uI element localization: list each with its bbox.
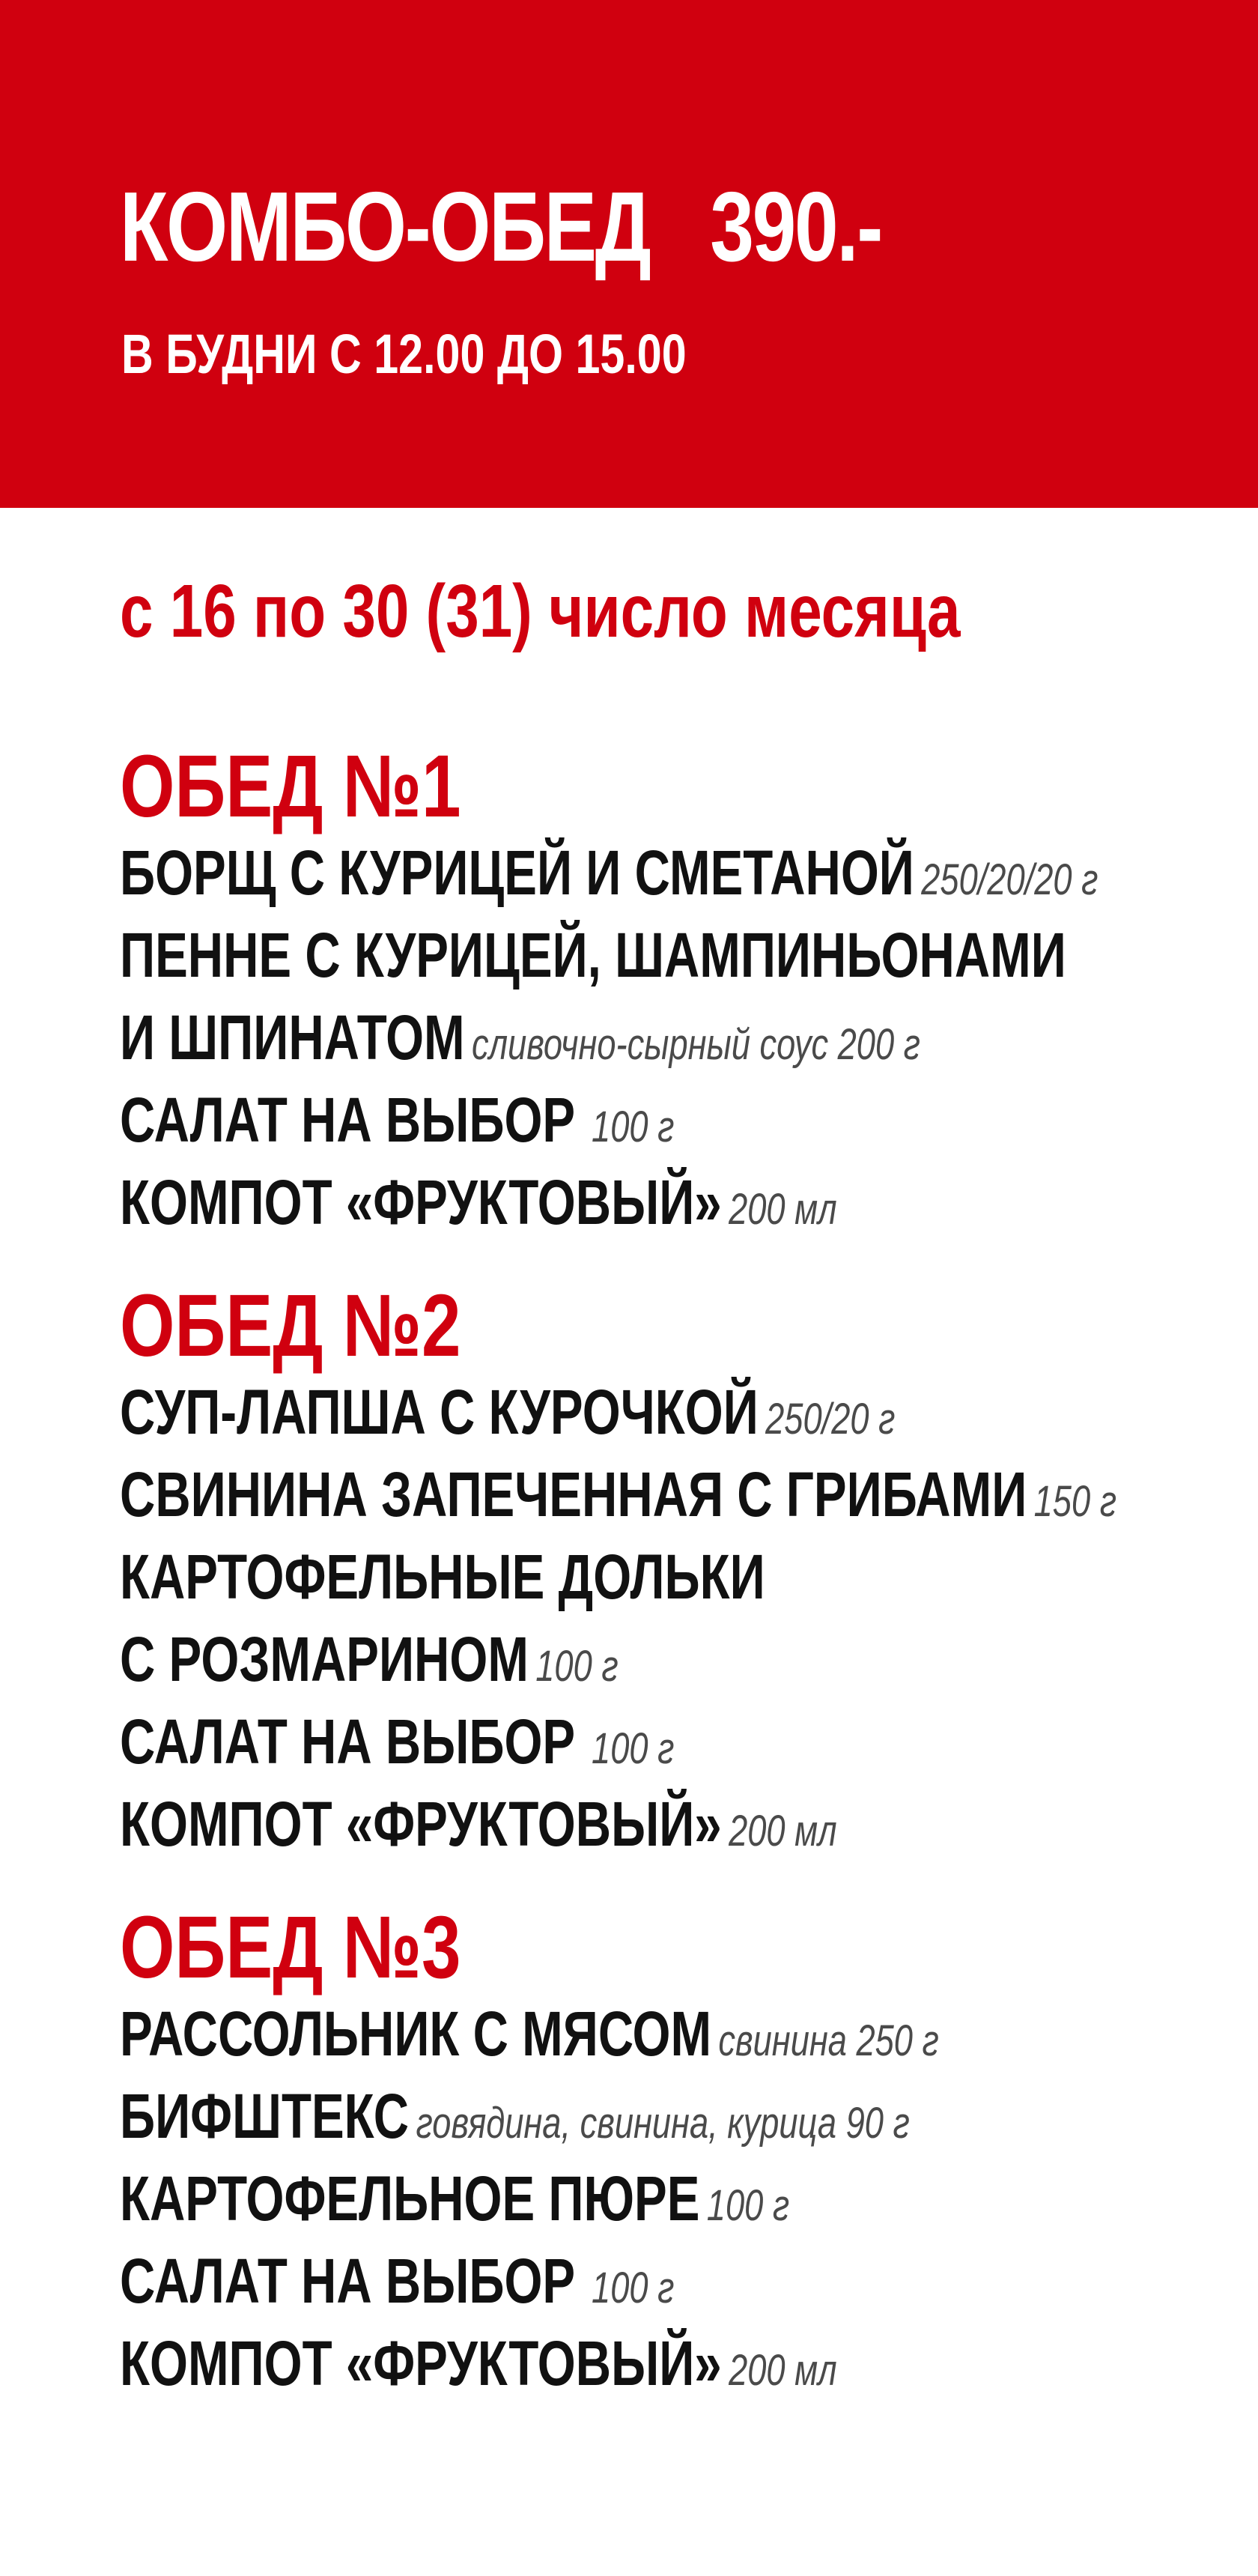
page-title: КОМБО-ОБЕД 390.- [120,172,881,282]
menu-item [120,1700,938,1783]
dish-name: БОРЩ С КУРИЦЕЙ И СМЕТАНОЙ [120,837,914,908]
dish-name: КОМПОТ «ФРУКТОВЫЙ» [120,2328,722,2398]
dish-name: КОМПОТ «ФРУКТОВЫЙ» [120,1167,722,1237]
dish-portion: 250/20 г [765,1395,896,1443]
lunch-section-3 [120,1898,1168,2404]
menu-item [120,1783,938,1865]
menu-item [120,1453,1117,1536]
dish-portion: 100 г [706,2181,790,2230]
dish-portion: 100 г [582,1724,675,1773]
dish-name: КАРТОФЕЛЬНЫЕ ДОЛЬКИ [120,1542,765,1612]
menu-item [120,1618,938,1700]
dish-name: КАРТОФЕЛЬНОЕ ПЮРЕ [120,2163,700,2234]
menu-item [120,1992,938,2075]
dish-portion: 100 г [582,1103,675,1151]
dish-name: САЛАТ НА ВЫБОР [120,2246,576,2316]
lunch-title: ОБЕД №3 [120,1898,461,1997]
dish-portion: 200 мл [729,1807,837,1855]
menu-item [120,996,938,1079]
dish-portion: 100 г [582,2264,675,2312]
lunch-items [120,1992,1168,2404]
lunch-section-2 [120,1276,1168,1865]
dish-name: БИФШТЕКС [120,2081,410,2151]
menu-item [120,1161,938,1243]
dish-portion: сливочно-сырный соус 200 г [471,1020,921,1069]
dish-portion: 100 г [535,1642,619,1691]
dish-portion: 200 мл [729,2346,837,2395]
hours-subtitle: В БУДНИ С 12.00 ДО 15.00 [121,323,687,385]
menu-item [120,1079,938,1161]
menu-item [120,914,1066,996]
menu-item [120,1371,938,1453]
menu-item [120,2157,938,2240]
lunch-items [120,1371,1168,1865]
dish-portion: говядина, свинина, курица 90 г [416,2099,910,2148]
dish-name: САЛАТ НА ВЫБОР [120,1085,576,1155]
menu-item [120,2240,938,2322]
menu-item [120,2075,938,2157]
dish-name: СВИНИНА ЗАПЕЧЕННАЯ С ГРИБАМИ [120,1459,1027,1530]
dish-name: РАССОЛЬНИК С МЯСОМ [120,1998,712,2069]
dish-portion: 150 г [1033,1477,1117,1526]
dish-portion: 200 мл [729,1185,837,1234]
menu-item [120,831,1099,914]
dish-name: КОМПОТ «ФРУКТОВЫЙ» [120,1789,722,1859]
dish-portion: свинина 250 г [718,2016,939,2065]
period-heading: с 16 по 30 (31) число месяца [120,569,961,653]
dish-name: С РОЗМАРИНОМ [120,1624,529,1694]
lunch-items [120,831,1168,1243]
lunch-section-1 [120,737,1168,1243]
dish-portion: 250/20/20 г [921,855,1099,904]
lunch-title: ОБЕД №1 [120,737,461,836]
dish-name: ПЕННЕ С КУРИЦЕЙ, ШАМПИНЬОНАМИ [120,920,1066,990]
dish-name: САЛАТ НА ВЫБОР [120,1706,576,1777]
header-banner [0,0,1258,508]
menu-item [120,2322,938,2404]
lunch-title: ОБЕД №2 [120,1276,461,1375]
dish-name: И ШПИНАТОМ [120,1002,465,1073]
dish-name: СУП-ЛАПША С КУРОЧКОЙ [120,1377,759,1447]
menu-item [120,1536,938,1618]
